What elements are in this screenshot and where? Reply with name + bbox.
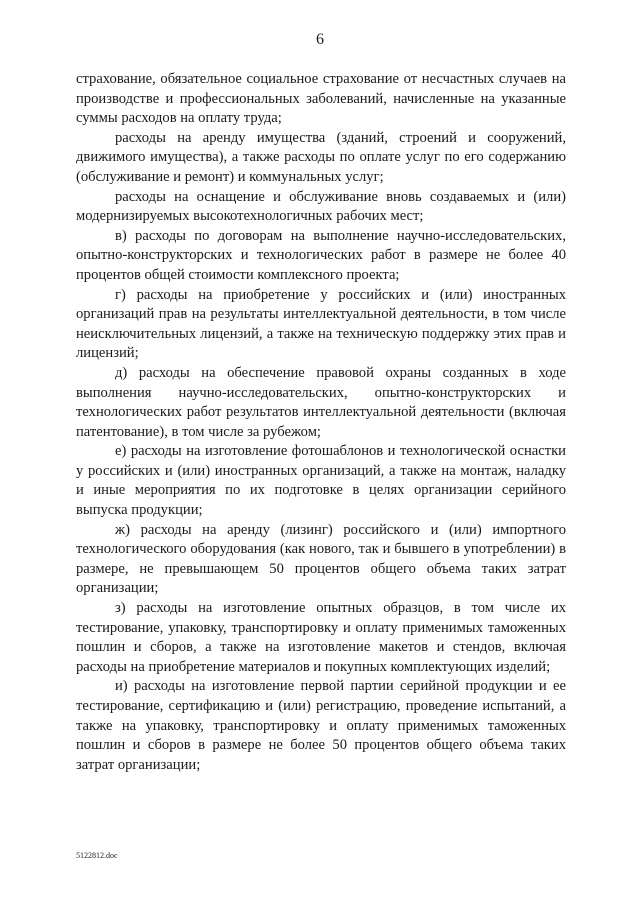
paragraph-item-zh: ж) расходы на аренду (лизинг) российского и (или) импортного технологического оборудования (как нового, так и бывшего в употреблении) в размере, не превышающем 50 процентов общего объема таких затрат организации; <box>76 521 566 597</box>
paragraph-item-i: и) расходы на изготовление первой партии серийной продукции и ее тестирование, сертификацию и (или) регистрацию, проведение испытаний, а также на упаковку, транспортировку и оплату применимых таможенных пошлин и сборов в размере не более 50 процентов общего объема таких затрат организации; <box>76 678 566 773</box>
document-body <box>76 70 566 775</box>
paragraph-item-d: д) расходы на обеспечение правовой охраны созданных в ходе выполнения научно-исследовательских, опытно-конструкторских и технологических работ результатов интеллектуальной деятельности (включая патентование), в том числе за рубежом; <box>76 364 566 440</box>
paragraph-property-rent: расходы на аренду имущества (зданий, строений и сооружений, движимого имущества), а также расходы по оплате услуг по его содержанию (обслуживание и ремонт) и коммунальных услуг; <box>76 129 566 185</box>
paragraph-insurance-continuation: страхование, обязательное социальное страхование от несчастных случаев на производстве и профессиональных заболеваний, начисленные на указанные суммы расходов на оплату труда; <box>76 71 566 127</box>
paragraph-item-z: з) расходы на изготовление опытных образцов, в том числе их тестирование, упаковку, транспортировку и оплату применимых таможенных пошлин и сборов, а также на изготовление макетов и стендов, включая расходы на приобретение материалов и покупных комплектующих изделий; <box>76 600 566 675</box>
page-number: 6 <box>316 31 324 48</box>
paragraph-workplaces: расходы на оснащение и обслуживание вновь создаваемых и (или) модернизируемых высокотехнологичных рабочих мест; <box>76 188 566 225</box>
paragraph-item-g: г) расходы на приобретение у российских и (или) иностранных организаций прав на результаты интеллектуальной деятельности, в том числе неисключительных лицензий, а также на техническую поддержку этих прав и лицензий; <box>76 286 566 362</box>
footer-filename: 5122812.doc <box>76 851 118 860</box>
paragraph-item-v: в) расходы по договорам на выполнение научно-исследовательских, опытно-конструкторских и технологических работ в размере не более 40 процентов общей стоимости комплексного проекта; <box>76 227 566 283</box>
paragraph-item-e: е) расходы на изготовление фотошаблонов и технологической оснастки у российских и (или) иностранных организаций, а также на монтаж, наладку и иные мероприятия по их подготовке в целях организации серийного выпуска продукции; <box>76 443 566 519</box>
